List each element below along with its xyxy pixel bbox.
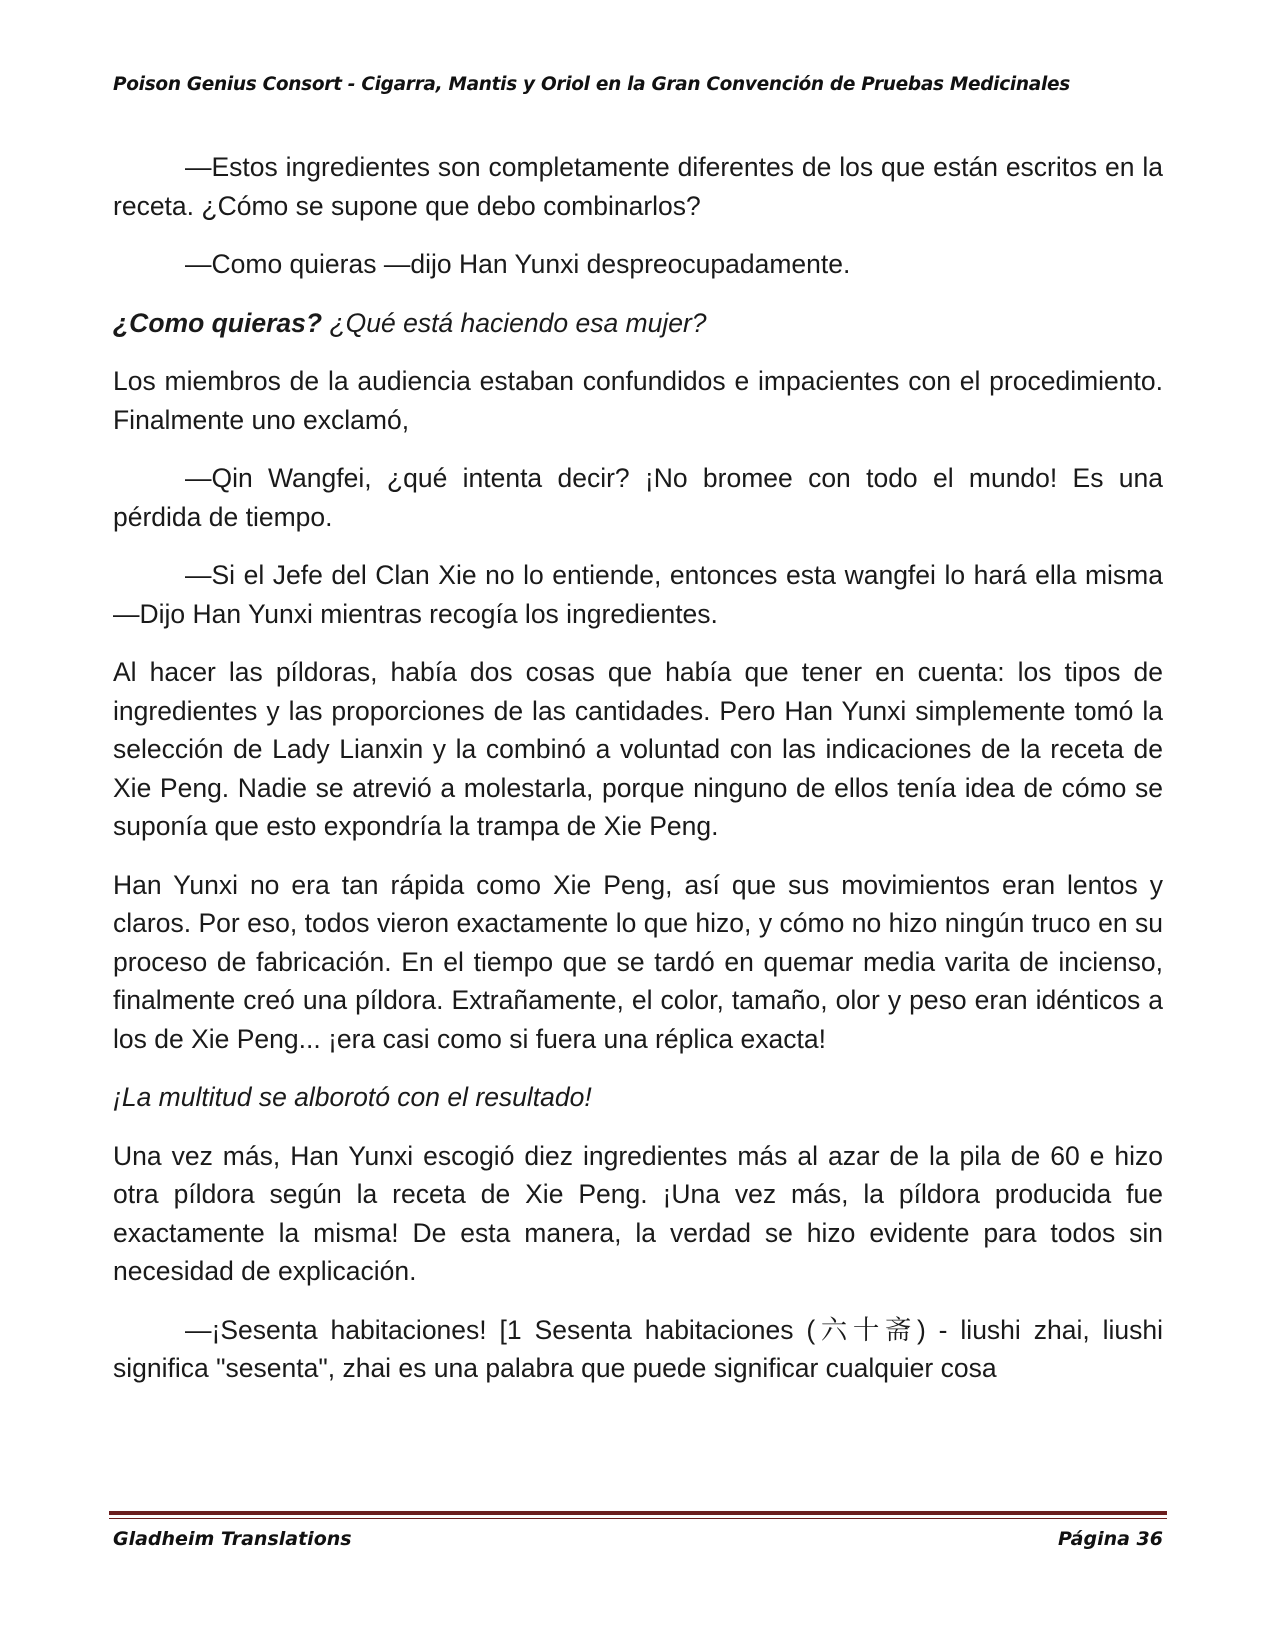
paragraph: Una vez más, Han Yunxi escogió diez ingredientes más al azar de la pila de 60 e hizo otra píldora según la receta de Xie Peng. ¡Una vez más, la píldora producida fue exactamente la misma! De esta manera, la verdad se hizo evidente para todos sin necesidad de explicación. <box>113 1140 1163 1286</box>
footer-rule-thin <box>109 1518 1167 1519</box>
paragraph: —Estos ingredientes son completamente diferentes de los que están escritos en la receta. ¿Cómo se supone que debo combinarlos? <box>113 152 1163 221</box>
page-body <box>113 148 1163 1388</box>
paragraph-thought: ¡La multitud se alborotó con el resultado! <box>113 1082 592 1112</box>
paragraph: —Si el Jefe del Clan Xie no lo entiende, entonces esta wangfei lo hará ella misma —Dijo Han Yunxi mientras recogía los ingredientes. <box>113 560 1163 629</box>
paragraph: —Como quieras —dijo Han Yunxi despreocupadamente. <box>185 249 851 279</box>
paragraph: Al hacer las píldoras, había dos cosas que había que tener en cuenta: los tipos de ingredientes y las proporciones de las cantidades. Pero Han Yunxi simplemente tomó la selección de Lady Lianxin y la combinó a voluntad con las indicaciones de la receta de Xie Peng. Nadie se atrevió a molestarla, porque ninguno de ellos tenía idea de cómo se suponía que esto expondría la trampa de Xie Peng. <box>113 657 1163 841</box>
emphasis-text: ¿Como quieras? <box>113 307 323 338</box>
footer-page-number: Página 36 <box>1057 1528 1163 1550</box>
footer-rule <box>109 1511 1167 1515</box>
paragraph: —Qin Wangfei, ¿qué intenta decir? ¡No bromee con todo el mundo! Es una pérdida de tiempo. <box>113 463 1163 532</box>
paragraph-thought <box>113 304 1163 343</box>
paragraph: Los miembros de la audiencia estaban confundidos e impacientes con el procedimiento. Finalmente uno exclamó, <box>113 366 1163 435</box>
footer-translator: Gladheim Translations <box>113 1528 352 1550</box>
running-header: Poison Genius Consort - Cigarra, Mantis y Oriol en la Gran Convención de Pruebas Medicinales <box>113 74 1070 95</box>
paragraph: —¡Sesenta habitaciones! [1 Sesenta habitaciones (六十斋) - liushi zhai, liushi significa "sesenta", zhai es una palabra que puede significar cualquier cosa <box>113 1314 1163 1383</box>
italic-text: ¿Qué está haciendo esa mujer? <box>322 307 707 338</box>
paragraph: Han Yunxi no era tan rápida como Xie Peng, así que sus movimientos eran lentos y claros. Por eso, todos vieron exactamente lo que hizo, y cómo no hizo ningún truco en su proceso de fabricación. En el tiempo que se tardó en quemar media varita de incienso, finalmente creó una píldora. Extrañamente, el color, tamaño, olor y peso eran idénticos a los de Xie Peng... ¡era casi como si fuera una réplica exacta! <box>113 869 1163 1054</box>
